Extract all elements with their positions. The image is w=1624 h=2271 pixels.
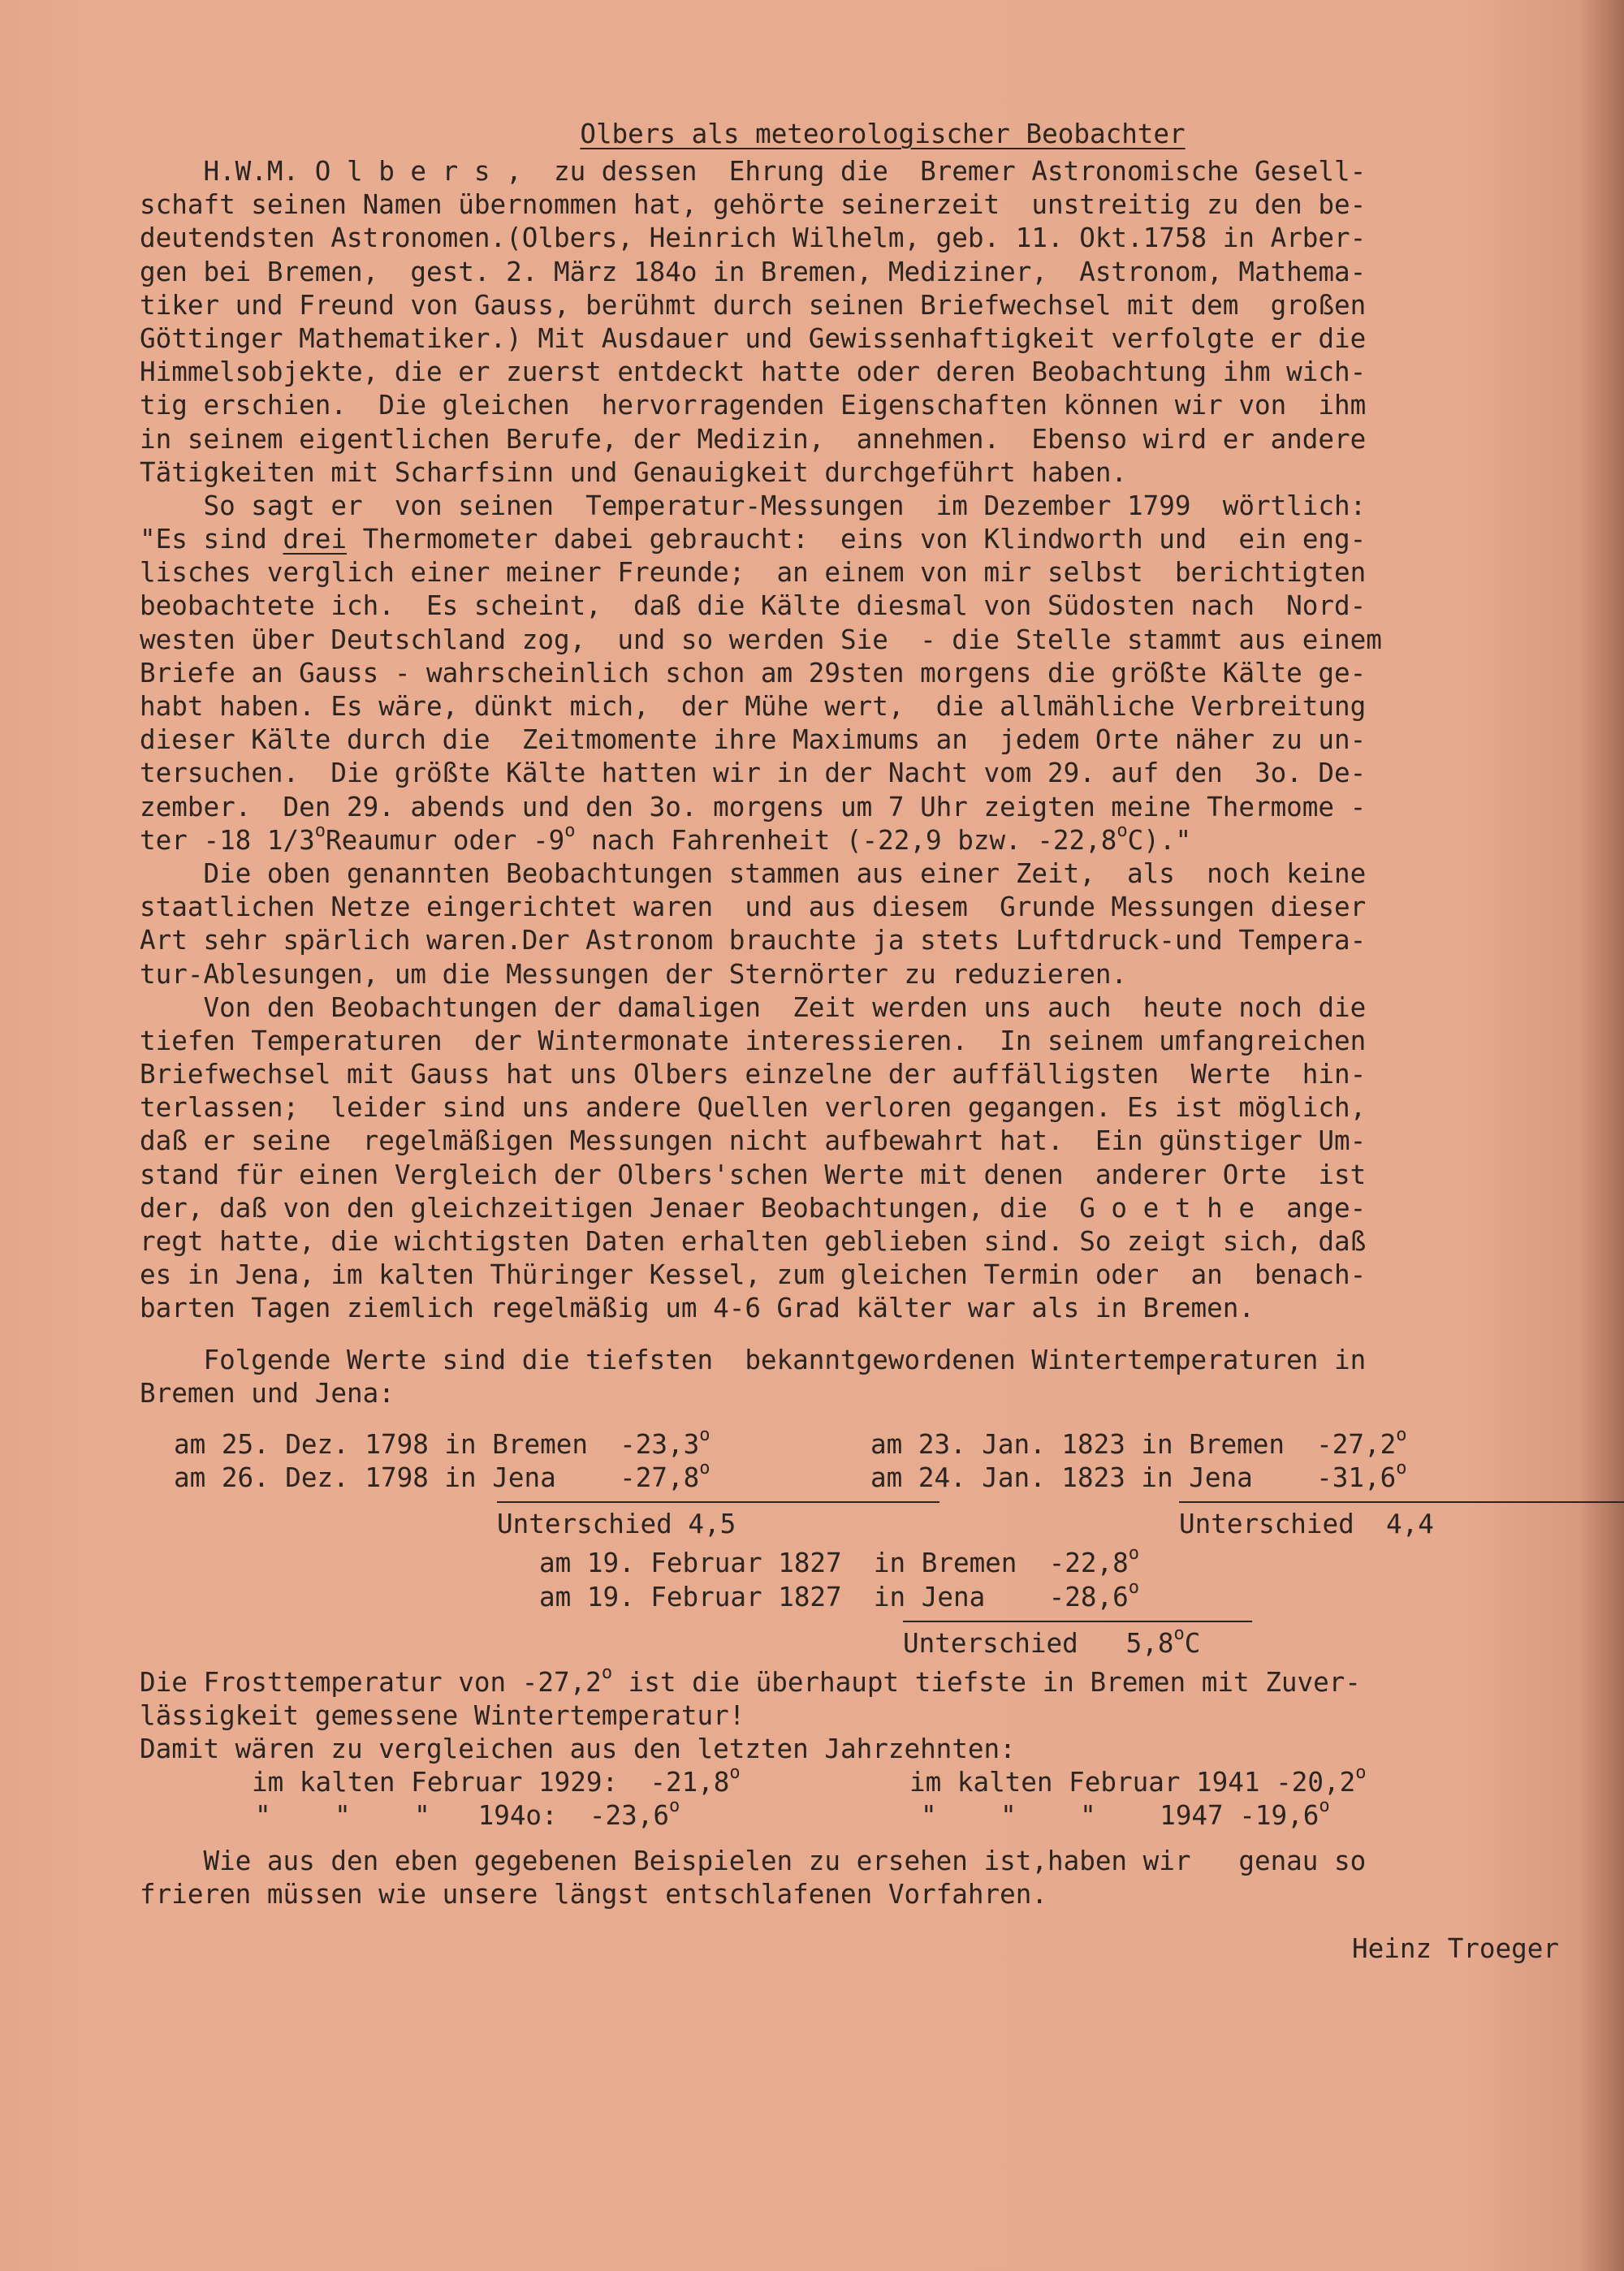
text-line: H.W.M. O l b e r s , zu dessen Ehrung die Bremer Astronomische Gesell- [140, 156, 1367, 187]
text-line: der, daß von den gleichzeitigen Jenaer Beobachtungen, die G o e t h e ange- [140, 1192, 1367, 1224]
table-row [140, 1577, 1553, 1614]
cell-text: " " " 194o: -23,6 [255, 1800, 669, 1832]
table-cell-right [921, 1796, 1330, 1833]
degree-sign: o [314, 820, 326, 841]
text-fragment: ter -18 1/3 [140, 824, 315, 856]
text-line: zember. Den 29. abends und den 3o. morgens um 7 Uhr zeigten meine Thermome - [140, 791, 1367, 822]
table-cell [539, 1577, 1139, 1614]
temperature-table-2 [140, 1544, 1553, 1659]
text-line: deutendsten Astronomen.(Olbers, Heinrich Wilhelm, geb. 11. Okt.1758 in Arber- [140, 222, 1367, 254]
text-fragment: nach Fahrenheit (-22,9 bzw. -22,8 [575, 824, 1117, 856]
paragraph-6 [140, 1662, 1553, 1767]
text-line: Damit wären zu vergleichen aus den letzten Jahrzehnten: [140, 1733, 1016, 1765]
text-line: lässigkeit gemessene Wintertemperatur! [140, 1699, 745, 1731]
page-title: Olbers als meteorologischer Beobachter [580, 119, 1186, 149]
text-line: westen über Deutschland zog, und so werden Sie - die Stelle stammt aus einem [140, 624, 1382, 655]
text-line: schaft seinen Namen übernommen hat, gehörte seinerzeit unstreitig zu den be- [140, 189, 1367, 221]
text-line: gen bei Bremen, gest. 2. März 184o in Bremen, Mediziner, Astronom, Mathema- [140, 256, 1367, 287]
text-line: stand für einen Vergleich der Olbers'schen Werte mit denen anderer Orte ist [140, 1159, 1367, 1190]
difference [903, 1621, 1252, 1660]
signature: Heinz Troeger [1352, 1933, 1559, 1964]
text-line: tur-Ablesungen, um die Messungen der Sternörter zu reduzieren. [140, 958, 1128, 990]
paragraph-2 [140, 490, 1553, 857]
paragraph-3 [140, 857, 1553, 991]
text-line: es in Jena, im kalten Thüringer Kessel, zum gleichen Termin oder an benach- [140, 1259, 1367, 1291]
cell-text: am 25. Dez. 1798 in Bremen -23,3 [174, 1428, 700, 1460]
text-line: tig erschien. Die gleichen hervorragenden Eigenschaften können wir von ihm [140, 390, 1367, 421]
degree-sign: o [564, 820, 576, 841]
paragraph-7 [140, 1845, 1553, 1911]
comparison-table [140, 1763, 1553, 1833]
table-row [140, 1424, 1553, 1461]
spacer [140, 1326, 1553, 1344]
document-page [140, 118, 1559, 1966]
text-line: Briefe an Gauss - wahrscheinlich schon am 29sten morgens die größte Kälte ge- [140, 657, 1367, 689]
spacer [140, 1833, 1553, 1845]
text-line: frieren müssen wie unsere längst entschlafenen Vorfahren. [140, 1878, 1047, 1910]
text-fragment: Reaumur oder -9 [326, 824, 565, 856]
table-cell-left [174, 1458, 710, 1495]
text-line: beobachtete ich. Es scheint, daß die Kälte diesmal von Südosten nach Nord- [140, 590, 1367, 622]
text-line: barten Tagen ziemlich regelmäßig um 4-6 Grad kälter war als in Bremen. [140, 1293, 1255, 1324]
page-edge-shadow [1579, 0, 1624, 2271]
cell-text: am 23. Jan. 1823 in Bremen -27,2 [870, 1428, 1397, 1460]
text-line: in seinem eigentlichen Berufe, der Medizin, annehmen. Ebenso wird er andere [140, 423, 1367, 455]
text-line: Göttinger Mathematiker.) Mit Ausdauer und Gewissenhaftigkeit verfolgte er die [140, 322, 1367, 354]
table-row [140, 1458, 1553, 1495]
text-line: Wie aus den eben gegebenen Beispielen zu ersehen ist,haben wir genau so [140, 1845, 1367, 1876]
degree-sign: o [1128, 1577, 1139, 1598]
text-line: dieser Kälte durch die Zeitmomente ihre Maximums an jedem Orte näher zu un- [140, 724, 1367, 756]
table-diff-row [140, 1614, 1553, 1659]
text-fragment: ist die überhaupt tiefste in Bremen mit Zuver- [612, 1666, 1361, 1698]
cell-text: " " " 1947 -19,6 [921, 1800, 1320, 1832]
degree-sign: o [699, 1458, 710, 1479]
spacer [140, 1655, 1553, 1666]
text-fragment: Thermometer dabei gebraucht: eins von Klindworth und ein eng- [347, 524, 1367, 555]
spacer [140, 1911, 1553, 1932]
table-row [140, 1796, 1553, 1833]
text-line [140, 523, 1553, 556]
unit-text: C [1184, 1627, 1201, 1659]
text-line: daß er seine regelmäßigen Messungen nicht aufbewahrt hat. Ein günstiger Um- [140, 1125, 1367, 1157]
table-cell-right [870, 1458, 1407, 1495]
text-line: Himmelsobjekte, die er zuerst entdeckt hatte oder deren Beobachtung ihm wich- [140, 356, 1367, 388]
table-cell [539, 1544, 1139, 1580]
cell-text: am 26. Dez. 1798 in Jena -27,8 [174, 1462, 700, 1494]
degree-sign: o [729, 1763, 741, 1784]
table-row [140, 1544, 1553, 1580]
text-line: Die oben genannten Beobachtungen stammen aus einer Zeit, als noch keine [140, 857, 1367, 889]
text-line: regt hatte, die wichtigsten Daten erhalten geblieben sind. So zeigt sich, daß [140, 1226, 1367, 1257]
table-cell-left [255, 1796, 680, 1833]
cell-text: am 19. Februar 1827 in Bremen -22,8 [539, 1548, 1129, 1579]
text-fragment: C)." [1127, 824, 1192, 856]
text-line: Von den Beobachtungen der damaligen Zeit werden uns auch heute noch die [140, 991, 1367, 1023]
text-line: staatlichen Netze eingerichtet waren und aus diesem Grunde Messungen dieser [140, 892, 1367, 923]
degree-sign: o [1319, 1796, 1330, 1817]
text-line: Folgende Werte sind die tiefsten bekanntgewordenen Wintertemperaturen in [140, 1344, 1367, 1375]
paragraph-5 [140, 1344, 1553, 1410]
spacer [140, 1410, 1553, 1428]
table-cell-left [174, 1424, 710, 1461]
degree-sign: o [1116, 820, 1128, 841]
text-line: Tätigkeiten mit Scharfsinn und Genauigkeit durchgeführt haben. [140, 456, 1128, 488]
degree-sign: o [1128, 1544, 1139, 1565]
text-line: habt haben. Es wäre, dünkt mich, der Mühe wert, die allmähliche Verbreitung [140, 691, 1367, 722]
text-line: So sagt er von seinen Temperatur-Messungen im Dezember 1799 wörtlich: [140, 490, 1367, 521]
degree-sign: o [1396, 1424, 1407, 1445]
table-row [140, 1763, 1553, 1799]
text-line: Bremen und Jena: [140, 1377, 395, 1409]
table-diff-row [140, 1495, 1553, 1540]
difference-left [497, 1501, 939, 1541]
difference-right [1179, 1501, 1624, 1541]
text-line: tersuchen. Die größte Kälte hatten wir in der Nacht vom 29. auf den 3o. De- [140, 758, 1367, 789]
text-line: tiefen Temperaturen der Wintermonate interessieren. In seinem umfangreichen [140, 1025, 1367, 1056]
table-cell-left [252, 1763, 741, 1799]
table-cell-right [909, 1763, 1367, 1799]
cell-text: im kalten Februar 1941 -20,2 [909, 1767, 1356, 1798]
title-row [213, 118, 1553, 155]
text-fragment: Die Frosttemperatur von -27,2 [140, 1666, 602, 1698]
text-line: Briefwechsel mit Gauss hat uns Olbers einzelne der auffälligsten Werte hin- [140, 1059, 1367, 1090]
degree-sign: o [601, 1662, 613, 1683]
underlined-word: drei [283, 524, 347, 555]
paragraph-4 [140, 991, 1553, 1326]
text-line [140, 1662, 1553, 1699]
text-line [140, 820, 1553, 857]
degree-sign: o [1173, 1623, 1185, 1644]
degree-sign: o [1355, 1763, 1367, 1784]
degree-sign: o [668, 1796, 680, 1817]
cell-text: am 24. Jan. 1823 in Jena -31,6 [870, 1462, 1397, 1494]
cell-text: am 19. Februar 1827 in Jena -28,6 [539, 1581, 1129, 1613]
cell-text: im kalten Februar 1929: -21,8 [252, 1767, 730, 1798]
degree-sign: o [1396, 1458, 1407, 1479]
text-line: terlassen; leider sind uns andere Quellen verloren gegangen. Es ist möglich, [140, 1092, 1367, 1124]
text-fragment: "Es sind [140, 524, 283, 555]
table-cell-right [870, 1424, 1407, 1461]
temperature-table-1 [140, 1424, 1553, 1540]
diff-text: Unterschied 5,8 [903, 1627, 1174, 1659]
degree-sign: o [699, 1424, 710, 1445]
text-line: lisches verglich einer meiner Freunde; an einem von mir selbst berichtigten [140, 557, 1367, 589]
text-line: Art sehr spärlich waren.Der Astronom brauchte ja stets Luftdruck-und Tempera- [140, 925, 1367, 956]
diff-text: Unterschied 4,5 [497, 1509, 736, 1540]
text-line: tiker und Freund von Gauss, berühmt durch seinen Briefwechsel mit dem großen [140, 289, 1367, 321]
diff-text: Unterschied 4,4 [1179, 1509, 1434, 1540]
paragraph-1 [140, 155, 1553, 490]
